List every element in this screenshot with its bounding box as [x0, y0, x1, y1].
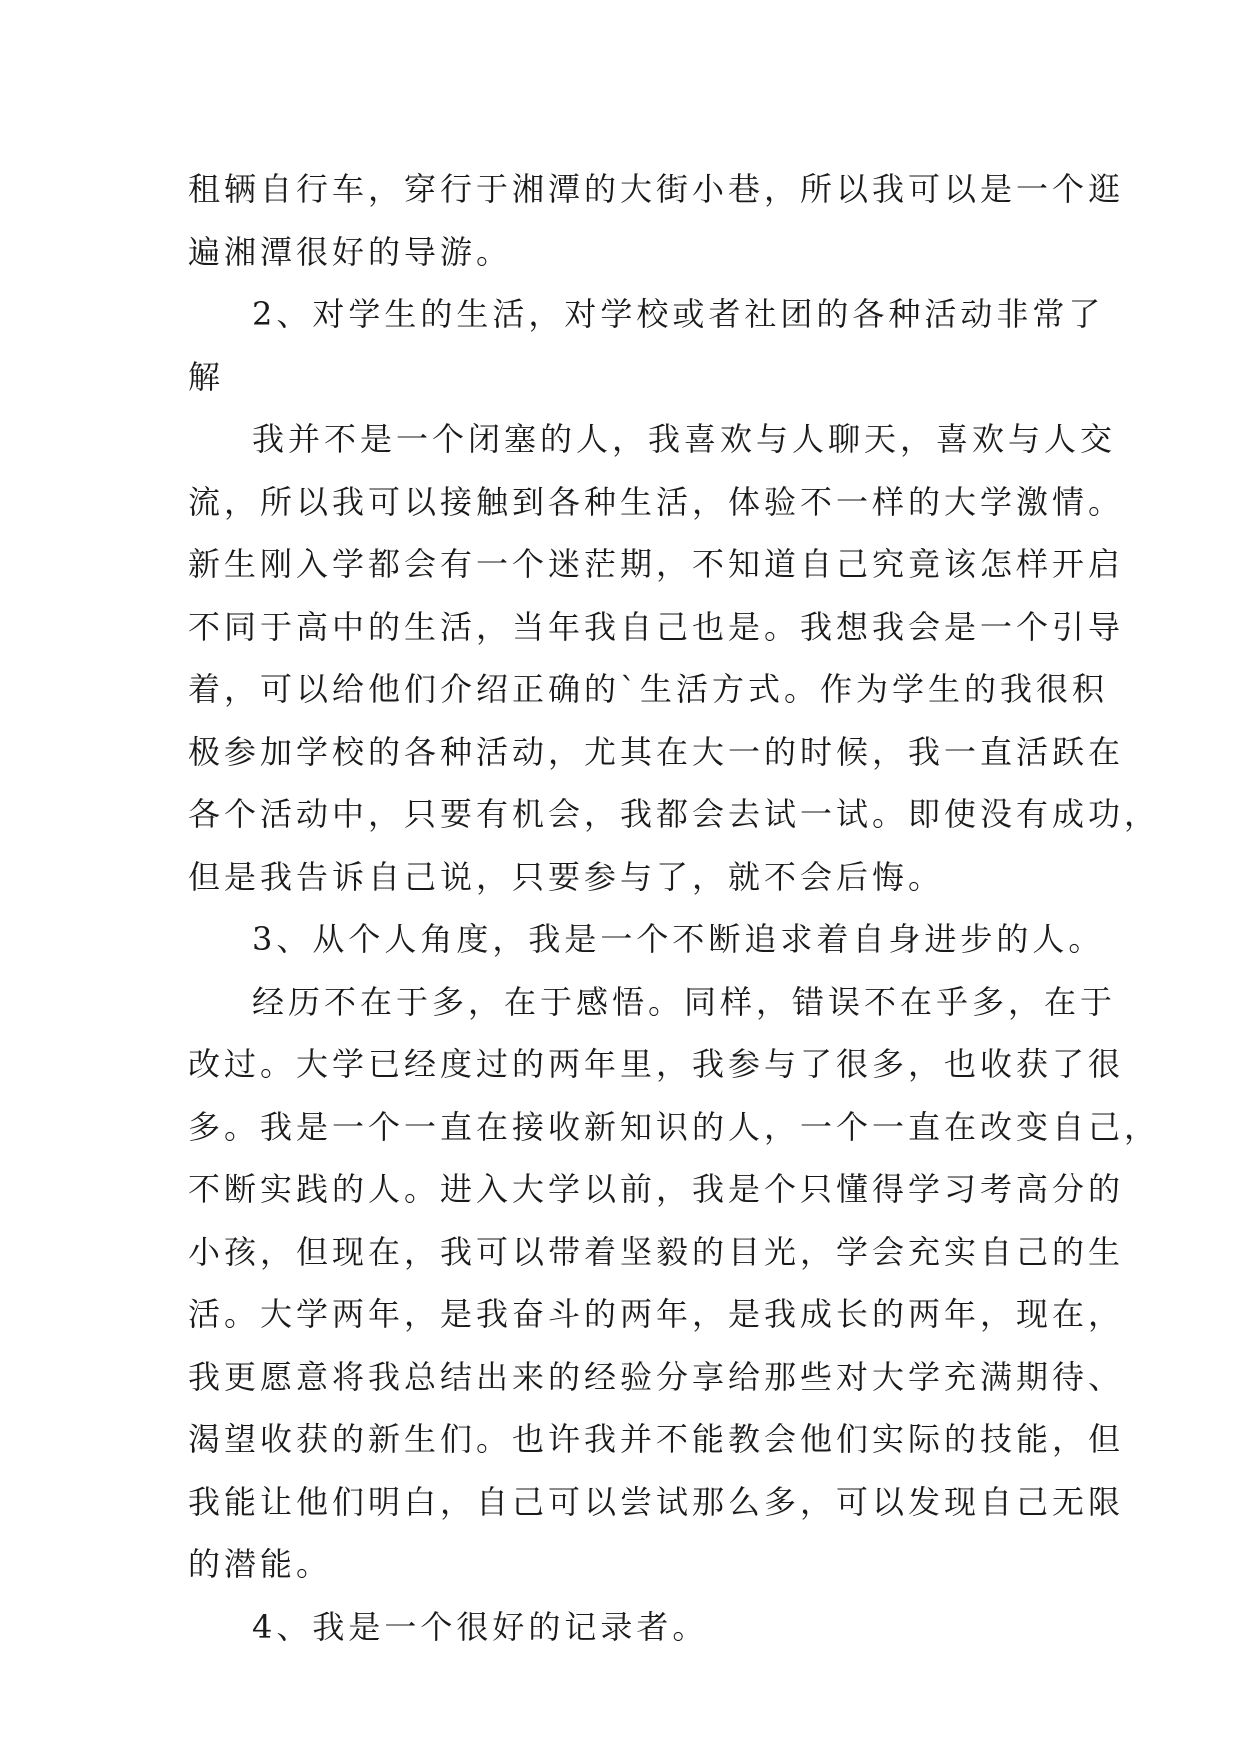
text-line: 活。大学两年，是我奋斗的两年，是我成长的两年，现在，: [188, 1295, 1125, 1333]
text-line: 不断实践的人。进入大学以前，我是个只懂得学习考高分的: [188, 1170, 1125, 1208]
text-line: 小孩，但现在，我可以带着坚毅的目光，学会充实自己的生: [188, 1232, 1125, 1271]
text-line: 着，可以给他们介绍正确的`生活方式。作为学生的我很积: [188, 670, 1109, 708]
list-item-heading: 3、从个人角度，我是一个不断追求着自身进步的人。: [252, 920, 1105, 958]
text-line: 不同于高中的生活，当年我自己也是。我想我会是一个引导: [188, 607, 1125, 646]
text-line: 各个活动中，只要有机会，我都会去试一试。即使没有成功，: [188, 795, 1161, 833]
list-item-heading: 4、我是一个很好的记录者。: [252, 1607, 709, 1646]
text-line: 解: [188, 357, 225, 396]
text-line: 我能让他们明白，自己可以尝试那么多，可以发现自己无限: [188, 1482, 1125, 1521]
text-line: 多。我是一个一直在接收新知识的人，一个一直在改变自己，: [188, 1107, 1161, 1146]
text-line: 但是我告诉自己说，只要参与了，就不会后悔。: [188, 857, 945, 896]
text-line: 流，所以我可以接触到各种生活，体验不一样的大学激情。: [188, 482, 1125, 521]
body-text: [188, 158, 1161, 1658]
text-line: 租辆自行车，穿行于湘潭的大街小巷，所以我可以是一个逛: [188, 170, 1125, 208]
text-line: 新生刚入学都会有一个迷茫期，不知道自己究竟该怎样开启: [188, 545, 1125, 583]
text-line: 的潜能。: [188, 1545, 333, 1583]
text-line: 遍湘潭很好的导游。: [188, 232, 513, 271]
text-line: 改过。大学已经度过的两年里，我参与了很多，也收获了很: [188, 1045, 1125, 1083]
list-item-heading: 2、对学生的生活，对学校或者社团的各种活动非常了: [252, 295, 1105, 333]
paragraph-start: 经历不在于多，在于感悟。同样，错误不在乎多，在于: [252, 982, 1117, 1021]
text-line: 极参加学校的各种活动，尤其在大一的时候，我一直活跃在: [188, 732, 1125, 771]
paragraph-start: 我并不是一个闭塞的人，我喜欢与人聊天，喜欢与人交: [252, 420, 1117, 458]
text-line: 我更愿意将我总结出来的经验分享给那些对大学充满期待、: [188, 1357, 1125, 1396]
text-line: 渴望收获的新生们。也许我并不能教会他们实际的技能，但: [188, 1420, 1125, 1458]
